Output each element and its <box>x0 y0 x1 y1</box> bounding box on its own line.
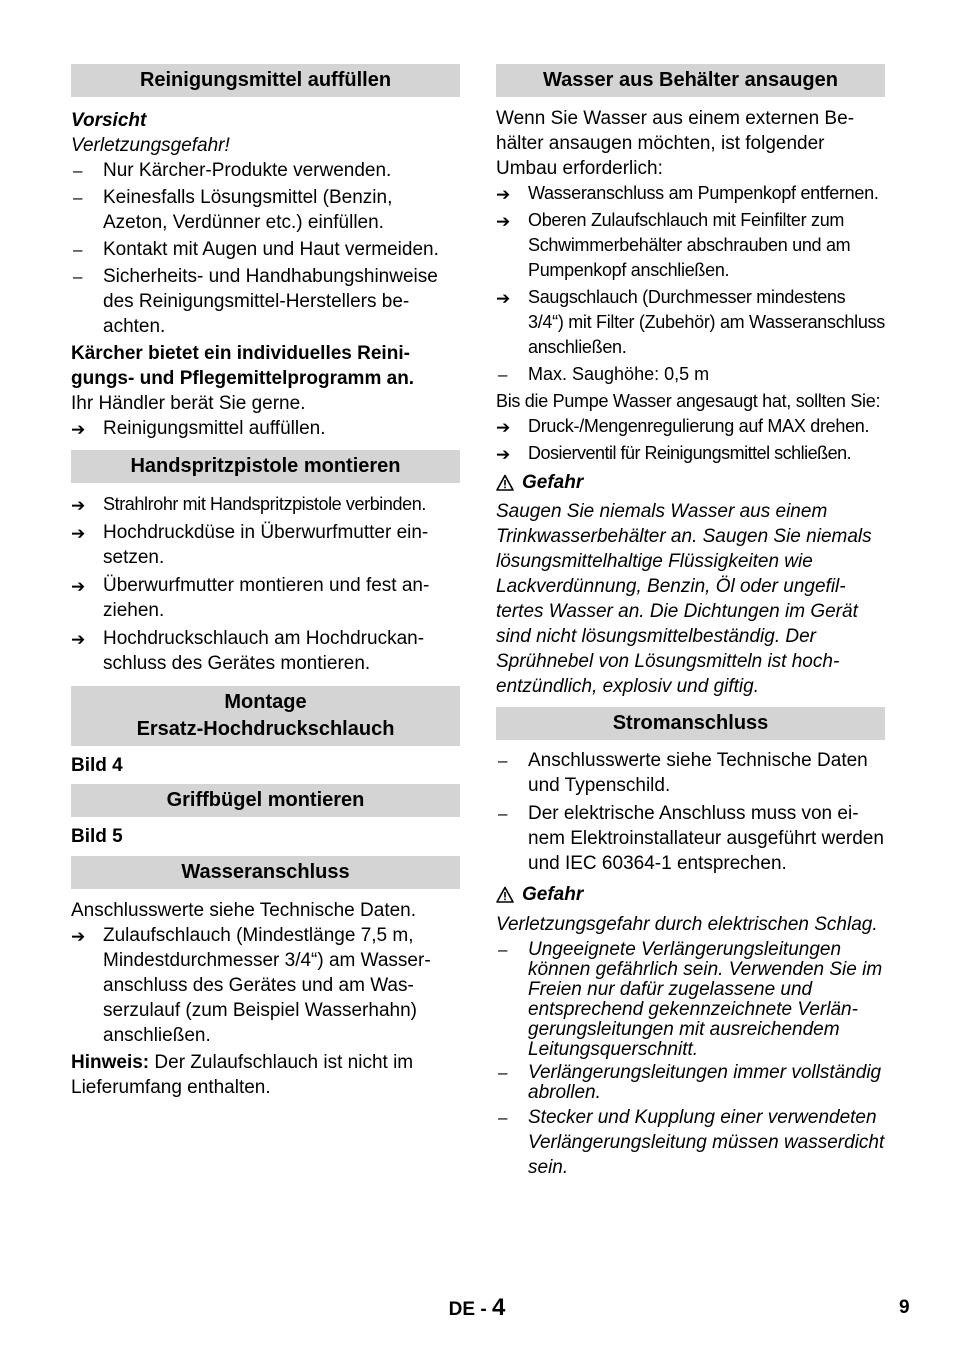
action-item: ➔ Wasseranschluss am Pumpenkopf entfernen. <box>496 181 885 206</box>
arrow-icon: ➔ <box>496 445 510 464</box>
action-item: ➔ Dosierventil für Reinigungsmittel schließen. <box>496 441 885 466</box>
bold-paragraph: Kärcher bietet ein individuelles Reinigungs- und Pflegemittelprogramm an. <box>71 343 415 389</box>
page-number: 9 <box>899 1297 910 1318</box>
arrow-icon: ➔ <box>71 927 86 946</box>
action-item: ➔ Hochdruckdüse in Überwurfmutter einsetzen. <box>71 522 429 568</box>
arrow-icon: ➔ <box>71 420 86 439</box>
section-heading: Reinigungsmittel auffüllen <box>71 64 460 97</box>
section-heading: Stromanschluss <box>496 707 885 740</box>
arrow-icon: ➔ <box>496 289 510 308</box>
paragraph: Wenn Sie Wasser aus einem externen Behälter ansaugen möchten, ist folgender Umbau erforderlich: <box>496 108 855 179</box>
section-heading: Wasseranschluss <box>71 856 460 889</box>
action-item: ➔ Reinigungsmittel auffüllen. <box>71 416 460 441</box>
list-item: – Max. Saughöhe: 0,5 m <box>498 364 710 384</box>
danger-heading: Gefahr <box>496 882 885 907</box>
action-item: ➔ Zulaufschlauch (Mindestlänge 7,5 m, Mindestdurchmesser 3/4“) am Wasseranschluss des Gerätes und am Wasserzulauf (zum Beispiel Wasserhahn) anschließen. <box>71 925 431 1046</box>
arrow-icon: ➔ <box>71 496 85 515</box>
arrow-icon: ➔ <box>71 577 86 596</box>
list-item: – Keinesfalls Lösungsmittel (Benzin, Azeton, Verdünner etc.) einfüllen. <box>73 187 393 233</box>
arrow-icon: ➔ <box>496 185 510 204</box>
left-column <box>71 64 460 1100</box>
action-item: ➔ Überwurfmutter montieren und fest anziehen. <box>71 575 430 621</box>
arrow-icon: ➔ <box>496 212 510 231</box>
list-item: – Stecker und Kupplung einer verwendeten Verlängerungsleitung müssen wasserdicht sein. <box>498 1107 885 1178</box>
section-heading: Handspritzpistole montieren <box>71 450 460 483</box>
arrow-icon: ➔ <box>71 630 86 649</box>
right-column <box>496 64 885 1180</box>
warning-triangle-icon <box>496 474 514 491</box>
caution-label: Vorsicht <box>71 110 147 131</box>
section-heading: Griffbügel montieren <box>71 784 460 817</box>
note-paragraph <box>71 1050 460 1100</box>
list-item: – Kontakt mit Augen und Haut vermeiden. <box>73 239 439 260</box>
danger-text: Saugen Sie niemals Wasser aus einem Trinkwasserbehälter an. Saugen Sie niemals lösungsmittelhaltige Flüssigkeiten wie Lackverdünnung, Benzin, Öl oder ungefiltertes Wasser an. Die Dichtungen im Gerät sind nicht lösungsmittelbeständig. Der Sprühnebel von Lösungsmitteln ist hochentzündlich, explosiv und giftig. <box>496 501 872 697</box>
action-item: ➔ Oberen Zulaufschlauch mit Feinfilter zum Schwimmerbehälter abschrauben und am Pumpenkopf anschließen. <box>496 210 851 280</box>
figure-reference: Bild 5 <box>71 826 123 847</box>
paragraph: Anschlusswerte siehe Technische Daten. <box>71 900 417 921</box>
figure-reference: Bild 4 <box>71 755 123 776</box>
list-item: – Sicherheits- und Handhabungshinweise des Reinigungsmittel-Herstellers beachten. <box>73 266 438 337</box>
paragraph: Ihr Händler berät Sie gerne. <box>71 393 306 414</box>
action-item: ➔ Strahlrohr mit Handspritzpistole verbinden. <box>71 492 460 517</box>
section-heading: Wasser aus Behälter ansaugen <box>496 64 885 97</box>
arrow-icon: ➔ <box>71 524 86 543</box>
list-item: – Der elektrische Anschluss muss von einem Elektroinstallateur ausgeführt werden und IEC 60364-1 entsprechen. <box>498 803 884 874</box>
list-item: – Nur Kärcher-Produkte verwenden. <box>73 160 392 181</box>
action-item: ➔ Saugschlauch (Durchmesser mindestens 3/4“) mit Filter (Zubehör) am Wasseranschluss anschließen. <box>496 287 885 357</box>
warning-triangle-icon <box>496 886 514 903</box>
list-item: – Verlängerungsleitungen immer vollständig abrollen. <box>498 1062 882 1103</box>
action-item: ➔ Hochdruckschlauch am Hochdruckanschluss des Gerätes montieren. <box>71 628 425 674</box>
note-label: Hinweis: <box>71 1052 150 1073</box>
danger-text: Verletzungsgefahr durch elektrischen Schlag. <box>496 914 878 935</box>
paragraph: Bis die Pumpe Wasser angesaugt hat, sollten Sie: <box>496 391 881 411</box>
caution-text: Verletzungsgefahr! <box>71 135 230 156</box>
page-footer-label: DE - 4 <box>448 1294 506 1321</box>
list-item: – Ungeeignete Verlängerungsleitungen können gefährlich sein. Verwenden Sie im Freien nur dafür zugelassene und entsprechend gekennzeichnete Verlängerungsleitungen mit ausreichendem Leitungsquerschnitt. <box>498 939 883 1060</box>
section-heading: Montage Ersatz-Hochdruckschlauch <box>71 686 460 746</box>
arrow-icon: ➔ <box>496 418 510 437</box>
note-text: Der Zulaufschlauch ist nicht im Lieferumfang enthalten. <box>71 1052 414 1098</box>
list-item: – Anschlusswerte siehe Technische Daten und Typenschild. <box>498 750 868 796</box>
danger-heading: Gefahr <box>496 470 885 495</box>
action-item: ➔ Druck-/Mengenregulierung auf MAX drehen. <box>496 414 885 439</box>
